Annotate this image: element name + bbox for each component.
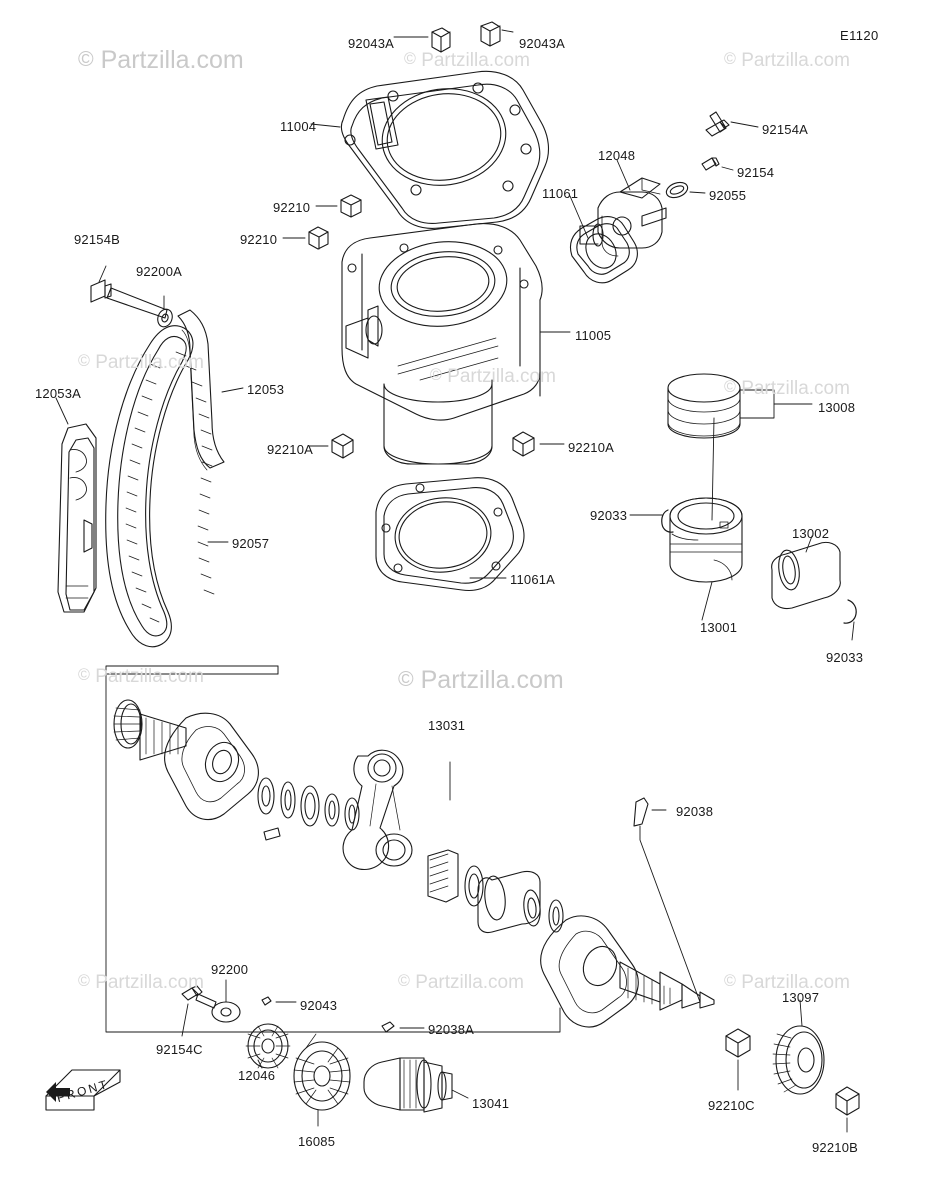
part-label-13002[interactable]: 13002: [792, 526, 830, 541]
part-label-12053[interactable]: 12053: [247, 382, 285, 397]
part-label-92154A[interactable]: 92154A: [762, 122, 809, 137]
part-13097-balancer-gear: [773, 1000, 824, 1094]
part-label-92154C[interactable]: 92154C: [156, 1042, 203, 1057]
part-label-92038[interactable]: 92038: [676, 804, 714, 819]
part-label-92043[interactable]: 92043: [300, 998, 338, 1013]
part-92210A-nuts: [310, 432, 564, 458]
part-label-92038A[interactable]: 92038A: [428, 1022, 475, 1037]
front-label: FRONT: [55, 1076, 111, 1106]
part-label-12048[interactable]: 12048: [598, 148, 636, 163]
part-label-11004[interactable]: 11004: [280, 119, 317, 134]
part-92043-pin: [262, 997, 296, 1005]
diagram-code: E1120: [840, 28, 879, 43]
part-label-13097[interactable]: 13097: [782, 990, 820, 1005]
part-label-13008[interactable]: 13008: [818, 400, 856, 415]
watermark: © Partzilla.com: [404, 50, 530, 71]
part-92154C-bolt: [182, 986, 216, 1036]
part-92055-oring: [664, 180, 705, 201]
part-label-11061A[interactable]: 11061A: [510, 572, 556, 587]
part-label-92210-1[interactable]: 92210: [273, 200, 311, 215]
part-13041-balancer-shaft: [364, 1058, 468, 1112]
part-label-12046[interactable]: 12046: [238, 1068, 276, 1083]
part-label-92057[interactable]: 92057: [232, 536, 270, 551]
part-label-92200[interactable]: 92200: [211, 962, 249, 977]
part-label-92154[interactable]: 92154: [737, 165, 775, 180]
part-13008-piston-rings: [668, 374, 812, 438]
part-label-12053A[interactable]: 12053A: [35, 386, 82, 401]
part-label-92055[interactable]: 92055: [709, 188, 747, 203]
watermark: © Partzilla.com: [398, 972, 524, 993]
part-12053A-tensioner-blade: [56, 398, 96, 612]
part-label-13041[interactable]: 13041: [472, 1096, 510, 1111]
part-16085-gear: [294, 1034, 350, 1126]
part-11005-cylinder: [342, 224, 570, 464]
part-92154-bolt: [702, 158, 733, 170]
part-label-16085[interactable]: 16085: [298, 1134, 336, 1149]
watermark: © Partzilla.com: [78, 46, 244, 74]
part-label-92210A-2[interactable]: 92210A: [568, 440, 615, 455]
part-label-92210-2[interactable]: 92210: [240, 232, 278, 247]
watermark: © Partzilla.com: [724, 50, 850, 71]
part-13001-piston: [670, 418, 742, 620]
part-92154A-bolt: [706, 112, 758, 136]
part-label-13001[interactable]: 13001: [700, 620, 738, 635]
part-13031-crankshaft: [114, 700, 714, 1027]
watermark: © Partzilla.com: [398, 666, 564, 694]
part-92200A-washer: [155, 296, 174, 329]
part-92038-key: [634, 798, 700, 1002]
part-label-11005[interactable]: 11005: [575, 328, 612, 343]
crankshaft-group-frame: [106, 666, 560, 1032]
part-92038A-key: [382, 1022, 424, 1032]
part-label-92200A[interactable]: 92200A: [136, 264, 183, 279]
part-13002-piston-pin: [772, 536, 841, 609]
part-11061A-gasket: [376, 478, 524, 591]
part-label-11061[interactable]: 11061: [542, 186, 579, 201]
part-11004-head-cover: [311, 71, 548, 228]
part-label-92210A-1[interactable]: 92210A: [267, 442, 314, 457]
part-label-92033-1[interactable]: 92033: [590, 508, 628, 523]
watermark: © Partzilla.com: [78, 666, 204, 687]
part-label-92043A-right[interactable]: 92043A: [519, 36, 566, 51]
watermark: © Partzilla.com: [430, 366, 556, 387]
watermark: © Partzilla.com: [78, 972, 204, 993]
part-12046-sprocket: [246, 1024, 290, 1068]
part-label-13031[interactable]: 13031: [428, 718, 466, 733]
part-label-92043A-left[interactable]: 92043A: [348, 36, 395, 51]
part-92210B-nut: [836, 1087, 859, 1132]
part-label-92210B[interactable]: 92210B: [812, 1140, 859, 1155]
part-12048-tensioner: [580, 160, 666, 256]
watermark: © Partzilla.com: [724, 378, 850, 399]
part-92210C-nut: [726, 1029, 750, 1090]
part-12053-chain-guide: [178, 310, 243, 470]
part-label-92210C[interactable]: 92210C: [708, 1098, 755, 1113]
part-label-92033-2[interactable]: 92033: [826, 650, 864, 665]
watermark: © Partzilla.com: [724, 972, 850, 993]
part-label-92154B[interactable]: 92154B: [74, 232, 121, 247]
part-92200-washer: [212, 980, 240, 1022]
watermark: © Partzilla.com: [78, 352, 204, 373]
part-92043A-pins: [394, 22, 513, 52]
